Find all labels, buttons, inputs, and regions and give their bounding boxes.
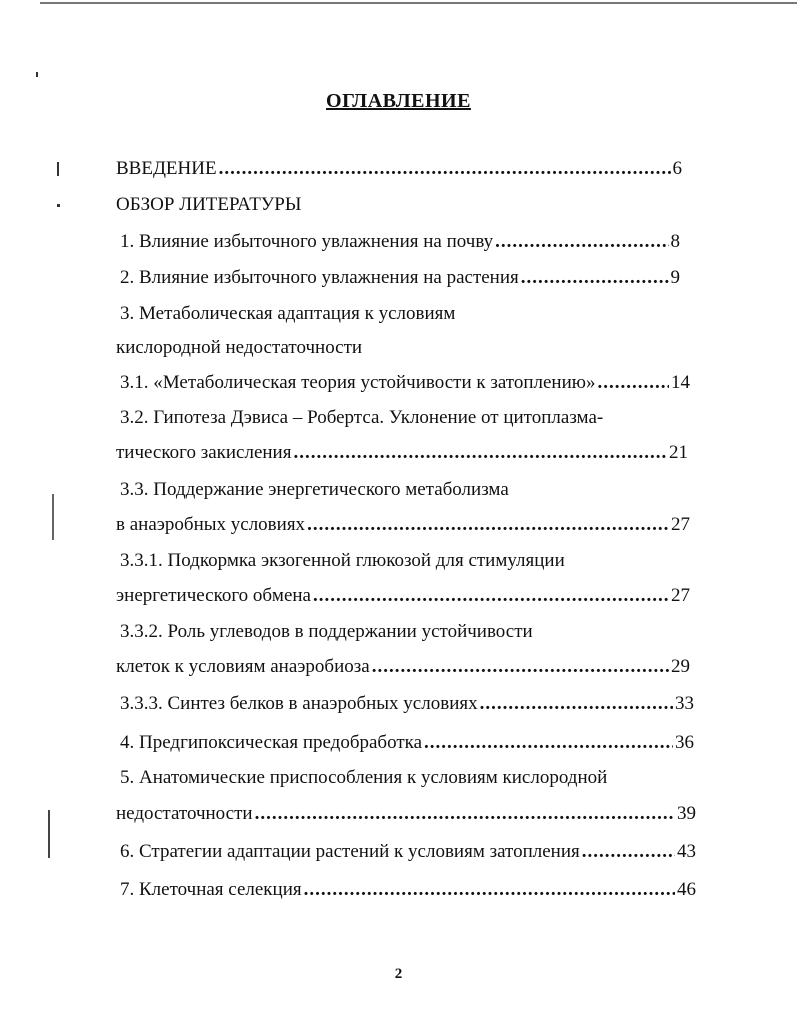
- toc-entry-text: 1. Влияние избыточного увлажнения на почву: [120, 231, 494, 252]
- toc-page-number: 8: [670, 231, 680, 252]
- toc-entry-text: 2. Влияние избыточного увлажнения на растения: [120, 267, 519, 288]
- toc-entry-text: 3.1. «Метаболическая теория устойчивости к затоплению»: [120, 372, 596, 393]
- toc-entry-text: 5. Анатомические приспособления к условиям кислородной: [120, 767, 608, 788]
- toc-entry-text: 3.3.1. Подкормка экзогенной глюкозой для стимуляции: [120, 550, 565, 571]
- toc-entry-text: энергетического обмена: [116, 585, 311, 606]
- page-number: 2: [394, 966, 403, 982]
- leader-dots: [582, 840, 675, 864]
- scan-mark: [57, 162, 59, 176]
- leader-dots: [597, 371, 669, 395]
- toc-page-number: 29: [671, 656, 690, 677]
- leader-dots: [521, 266, 669, 290]
- toc-page-number: 21: [669, 442, 688, 463]
- toc-page-number: 14: [671, 372, 690, 393]
- toc-entry-text: 7. Клеточная селекция: [120, 879, 302, 900]
- toc-entry: [120, 230, 680, 254]
- toc-section-heading: ОБЗОР ЛИТЕРАТУРЫ: [116, 194, 302, 215]
- leader-dots: [307, 513, 669, 537]
- toc-entry: [116, 513, 690, 537]
- scan-mark: [52, 494, 54, 540]
- toc-entry: [116, 157, 682, 181]
- toc-entry-text: 3. Метаболическая адаптация к условиям: [120, 303, 456, 324]
- toc-entry-text: 3.3. Поддержание энергетического метаболизма: [120, 479, 509, 500]
- toc-page-number: 43: [677, 841, 696, 862]
- toc-title: ОГЛАВЛЕНИЕ: [326, 90, 471, 112]
- leader-dots: [293, 441, 667, 465]
- leader-dots: [255, 802, 675, 826]
- toc-page-number: 27: [671, 585, 690, 606]
- toc-entry-text: в анаэробных условиях: [116, 514, 306, 535]
- toc-entry-text: ВВЕДЕНИЕ: [116, 158, 217, 179]
- toc-page-number: 39: [677, 803, 696, 824]
- leader-dots: [495, 230, 668, 254]
- toc-page-number: 27: [671, 514, 690, 535]
- scan-mark: [57, 204, 60, 207]
- toc-page-number: 33: [675, 693, 694, 714]
- toc-entry-text: 4. Предгипоксическая предобработка: [120, 732, 423, 753]
- leader-dots: [313, 584, 669, 608]
- toc-page-number: 36: [675, 732, 694, 753]
- leader-dots: [480, 692, 673, 716]
- toc-entry: [116, 655, 690, 679]
- toc-entry: [120, 692, 694, 716]
- toc-entry-text: клеток к условиям анаэробиоза: [116, 656, 370, 677]
- toc-entry-text: тического закисления: [116, 442, 292, 463]
- leader-dots: [219, 157, 671, 181]
- toc-entry-text: 3.3.3. Синтез белков в анаэробных условиях: [120, 693, 478, 714]
- toc-entry-text: 6. Стратегии адаптации растений к условиям затопления: [120, 841, 580, 862]
- scan-mark: [48, 810, 50, 858]
- toc-entry-text: недостаточности: [116, 803, 253, 824]
- toc-entry-text: 3.2. Гипотеза Дэвиса – Робертса. Уклонение от цитоплазма-: [120, 407, 604, 428]
- toc-entry: [120, 878, 696, 902]
- toc-page-number: 6: [672, 158, 682, 179]
- toc-entry-text: 3.3.2. Роль углеводов в поддержании устойчивости: [120, 621, 533, 642]
- toc-entry: [120, 731, 694, 755]
- leader-dots: [372, 655, 669, 679]
- toc-entry: [120, 840, 696, 864]
- toc-entry: [120, 266, 680, 290]
- leader-dots: [424, 731, 673, 755]
- toc-page-number: 9: [670, 267, 680, 288]
- leader-dots: [304, 878, 675, 902]
- toc-entry: [116, 802, 696, 826]
- scan-mark: [36, 72, 38, 77]
- toc-entry: [116, 441, 688, 465]
- top-border-line: [40, 2, 797, 4]
- toc-page-number: 46: [677, 879, 696, 900]
- toc-entry: [116, 584, 690, 608]
- toc-entry-text: кислородной недостаточности: [116, 337, 363, 358]
- toc-entry: [120, 371, 690, 395]
